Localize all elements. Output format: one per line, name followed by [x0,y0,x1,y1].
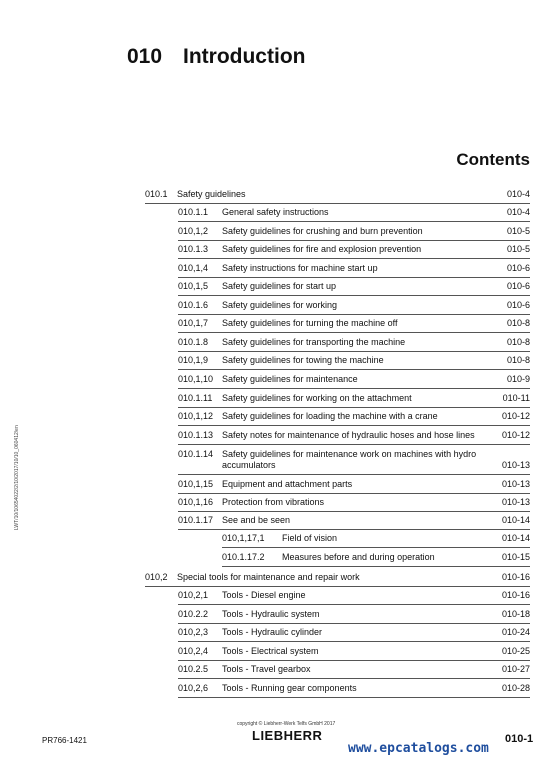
toc-entry-number: 010,1,7 [178,318,209,328]
toc-entry-page: 010-6 [506,263,530,273]
toc-entry-divider [178,277,530,278]
toc-entry[interactable] [145,189,530,200]
toc-entry-title: Safety guidelines for crushing and burn prevention [222,226,423,236]
toc-entry-divider [178,388,530,389]
toc-entry[interactable] [178,393,530,404]
toc-entry[interactable] [178,430,530,441]
toc-entry-divider [178,529,530,530]
toc-entry-number: 010,2,4 [178,646,209,656]
toc-entry[interactable] [178,374,530,385]
toc-entry-divider [178,295,530,296]
toc-entry-divider [178,407,530,408]
toc-entry-title: Special tools for maintenance and repair work [177,572,360,582]
toc-entry-divider [178,314,530,315]
contents-title: Contents [456,150,530,169]
toc-entry[interactable] [178,646,530,657]
toc-entry[interactable] [178,411,530,422]
toc-entry-divider [178,444,530,445]
toc-entry-page: 010-27 [501,664,530,674]
toc-entry-number: 010.2.5 [178,664,209,674]
toc-entry-page: 010-25 [501,646,530,656]
toc-entry[interactable] [178,497,530,508]
toc-entry[interactable] [178,449,530,471]
toc-entry-page: 010-28 [501,683,530,693]
toc-entry-divider [178,623,530,624]
toc-entry-number: 010.1.8 [178,337,209,347]
toc-entry-divider [178,641,530,642]
toc-entry-number: 010.1 [145,189,168,199]
toc-entry-divider [178,369,530,370]
toc-entry-title: Safety guidelines for maintenance work on machines with hydro accumulators [222,449,477,470]
chapter-title: Introduction [183,45,306,68]
toc-entry-number: 010.1.11 [178,393,213,403]
toc-entry-title: Tools - Travel gearbox [222,664,311,674]
toc-entry-divider [222,566,530,567]
toc-entry[interactable] [178,337,530,348]
toc-entry[interactable] [222,552,530,563]
toc-entry-page: 010-12 [501,411,530,421]
toc-entry[interactable] [178,300,530,311]
toc-entry-divider [145,203,530,204]
toc-entry-page: 010-5 [506,226,530,236]
toc-entry-page: 010-15 [501,552,530,562]
toc-entry-title: Tools - Diesel engine [222,590,306,600]
toc-entry-title: Safety guidelines for maintenance [222,374,358,384]
toc-entry[interactable] [178,263,530,274]
toc-entry[interactable] [178,515,530,526]
toc-entry-title: General safety instructions [222,207,329,217]
toc-entry-page: 010-12 [501,430,530,440]
toc-entry[interactable] [178,479,530,490]
footer-document-number: PR766-1421 [42,736,87,745]
toc-entry-number: 010,1,2 [178,226,209,236]
toc-entry-page: 010-13 [501,497,530,507]
toc-entry[interactable] [178,683,530,694]
toc-entry-number: 010,1,16 [178,497,214,507]
toc-entry-title: Protection from vibrations [222,497,325,507]
toc-entry-page: 010-14 [501,533,530,543]
watermark-link[interactable]: www.epcatalogs.com [348,741,489,756]
toc-entry-divider [178,493,530,494]
toc-entry-divider [178,697,530,698]
toc-entry-page: 010-4 [506,207,530,217]
footer-page-number: 010-1 [505,733,534,745]
toc-entry[interactable] [178,226,530,237]
toc-entry-title: Safety guidelines [177,189,246,199]
toc-entry-divider [178,511,530,512]
toc-entry-page: 010-8 [506,318,530,328]
toc-entry[interactable] [222,533,530,544]
toc-entry-title: Safety guidelines for working on the attachment [222,393,412,403]
toc-entry-number: 010.1.17 [178,515,214,525]
toc-entry-page: 010-13 [501,460,530,470]
toc-entry-page: 010-8 [506,355,530,365]
toc-entry-divider [145,586,530,587]
toc-entry-page: 010-16 [501,572,530,582]
toc-entry-divider [178,258,530,259]
toc-entry-title: Tools - Hydraulic cylinder [222,627,323,637]
toc-entry-number: 010,2,3 [178,627,209,637]
toc-entry-page: 010-18 [501,609,530,619]
toc-entry-page: 010-9 [506,374,530,384]
toc-entry-divider [178,474,530,475]
toc-entry[interactable] [178,664,530,675]
toc-entry-title: Safety guidelines for working [222,300,338,310]
toc-entry-page: 010-5 [506,244,530,254]
toc-entry-page: 010-24 [501,627,530,637]
toc-entry-number: 010,1,12 [178,411,214,421]
toc-entry-number: 010.1.14 [178,449,214,459]
toc-entry-title: Safety guidelines for loading the machine with a crane [222,411,438,421]
toc-entry-divider [178,425,530,426]
toc-entry-title: Safety guidelines for fire and explosion prevention [222,244,422,254]
toc-entry[interactable] [178,627,530,638]
toc-entry[interactable] [178,207,530,218]
toc-entry-divider [178,678,530,679]
toc-entry-page: 010-16 [501,590,530,600]
toc-entry-page: 010-6 [506,281,530,291]
toc-entry-title: Equipment and attachment parts [222,479,353,489]
toc-entry-number: 010,1,15 [178,479,214,489]
toc-entry[interactable] [178,355,530,366]
toc-entry-divider [222,547,530,548]
toc-entry-number: 010,1,9 [178,355,209,365]
toc-entry-title: Safety notes for maintenance of hydraulic hoses and hose lines [222,430,475,440]
toc-entry[interactable] [145,572,530,583]
toc-entry-title: See and be seen [222,515,291,525]
toc-entry-divider [178,221,530,222]
toc-entry-divider [178,660,530,661]
toc-entry-page: 010-4 [506,189,530,199]
side-document-code: LWT/10/10654022/2/10/2017/10/10_060412/en [14,425,20,530]
toc-entry-number: 010,1,5 [178,281,209,291]
toc-entry-number: 010,2,1 [178,590,209,600]
toc-entry-number: 010,1,17,1 [222,533,265,543]
toc-entry[interactable] [178,281,530,292]
toc-entry-title: Tools - Electrical system [222,646,319,656]
toc-entry-number: 010.2.2 [178,609,209,619]
toc-entry-title: Field of vision [282,533,338,543]
toc-entry-page: 010-14 [501,515,530,525]
toc-entry-number: 010.1.6 [178,300,209,310]
toc-entry-title: Measures before and during operation [282,552,435,562]
toc-entry-title: Safety guidelines for start up [222,281,337,291]
toc-entry-number: 010,2,6 [178,683,209,693]
toc-entry[interactable] [178,609,530,620]
toc-entry-page: 010-8 [506,337,530,347]
chapter-number: 010 [127,45,163,68]
toc-entry[interactable] [178,244,530,255]
toc-entry-page: 010-11 [502,393,530,403]
toc-entry-number: 010,1,4 [178,263,209,273]
toc-entry-title: Safety guidelines for towing the machine [222,355,384,365]
toc-entry-divider [178,240,530,241]
toc-entry-number: 010.1.3 [178,244,209,254]
toc-entry-title: Safety guidelines for turning the machine off [222,318,398,328]
toc-entry-number: 010,1,10 [178,374,214,384]
toc-entry-number: 010.1.1 [178,207,209,217]
toc-entry-title: Tools - Hydraulic system [222,609,320,619]
toc-entry-number: 010,2 [145,572,168,582]
toc-entry-number: 010.1.17.2 [222,552,265,562]
toc-entry-divider [178,351,530,352]
toc-entry-title: Tools - Running gear components [222,683,357,693]
liebherr-logo: LIEBHERR [252,728,323,743]
toc-entry[interactable] [178,318,530,329]
toc-entry-divider [178,332,530,333]
toc-entry-title: Safety instructions for machine start up [222,263,378,273]
toc-entry-page: 010-13 [501,479,530,489]
toc-entry-number: 010.1.13 [178,430,214,440]
toc-entry[interactable] [178,590,530,601]
toc-entry-title: Safety guidelines for transporting the machine [222,337,406,347]
footer-copyright: copyright © Liebherr-Werk Telfs GmbH 2017 [237,721,336,727]
toc-entry-divider [178,604,530,605]
toc-entry-page: 010-6 [506,300,530,310]
